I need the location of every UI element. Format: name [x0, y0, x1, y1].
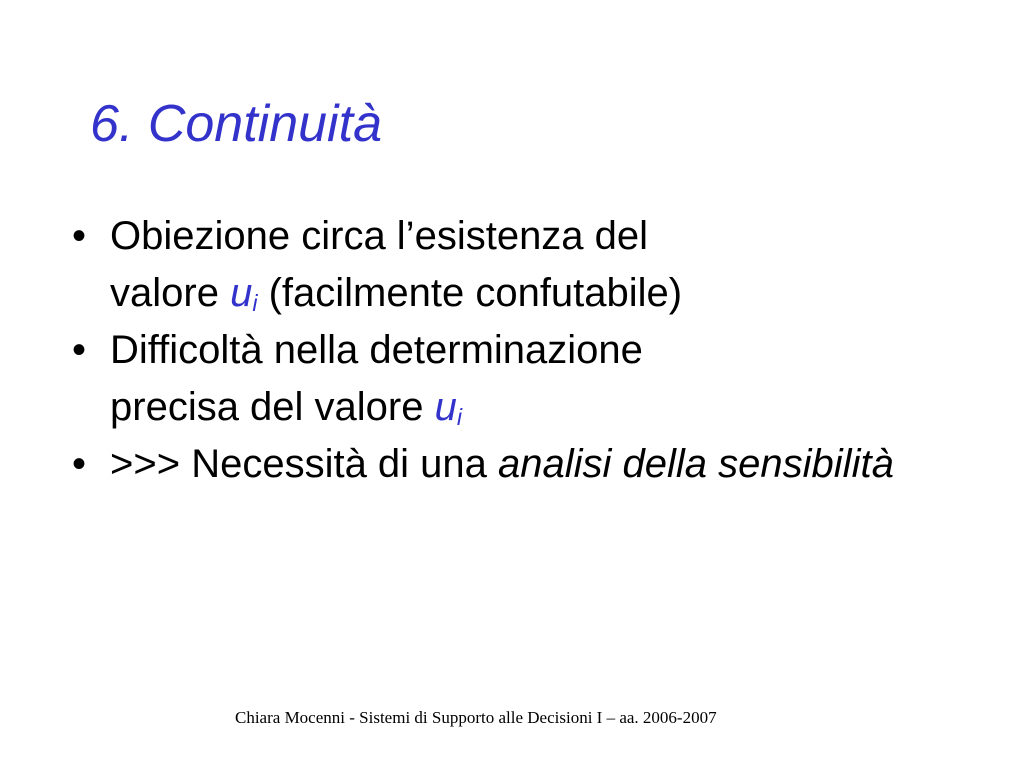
bullet-marker: • — [72, 214, 87, 258]
bullet-item-existence — [72, 208, 952, 322]
bullet-text-line: (facilmente confutabile) — [257, 271, 683, 315]
emphasis-sensitivity-analysis: analisi della sensibilità — [498, 442, 894, 486]
bullet-text: >>> Necessità di una — [110, 442, 499, 486]
bullet-text-line: valore — [110, 271, 231, 315]
bullet-item-difficulty — [72, 322, 952, 436]
variable-u-i: $u_i$ — [230, 271, 258, 317]
slide-title: 6. Continuità — [90, 95, 382, 153]
bullet-item-sensitivity — [72, 436, 952, 493]
variable-u-i: $u_i$ — [434, 385, 463, 431]
bullet-text-line: Obiezione circa l’esistenza del — [110, 214, 649, 258]
bullet-marker: • — [72, 328, 87, 372]
bullet-text-line: precisa del valore — [110, 385, 435, 429]
slide-footer: Chiara Mocenni - Sistemi di Supporto alle Decisioni I – aa. 2006-2007 — [235, 708, 717, 727]
bullet-list — [72, 208, 952, 493]
bullet-text-line: Difficoltà nella determinazione — [110, 328, 643, 372]
bullet-marker: • — [72, 442, 87, 486]
